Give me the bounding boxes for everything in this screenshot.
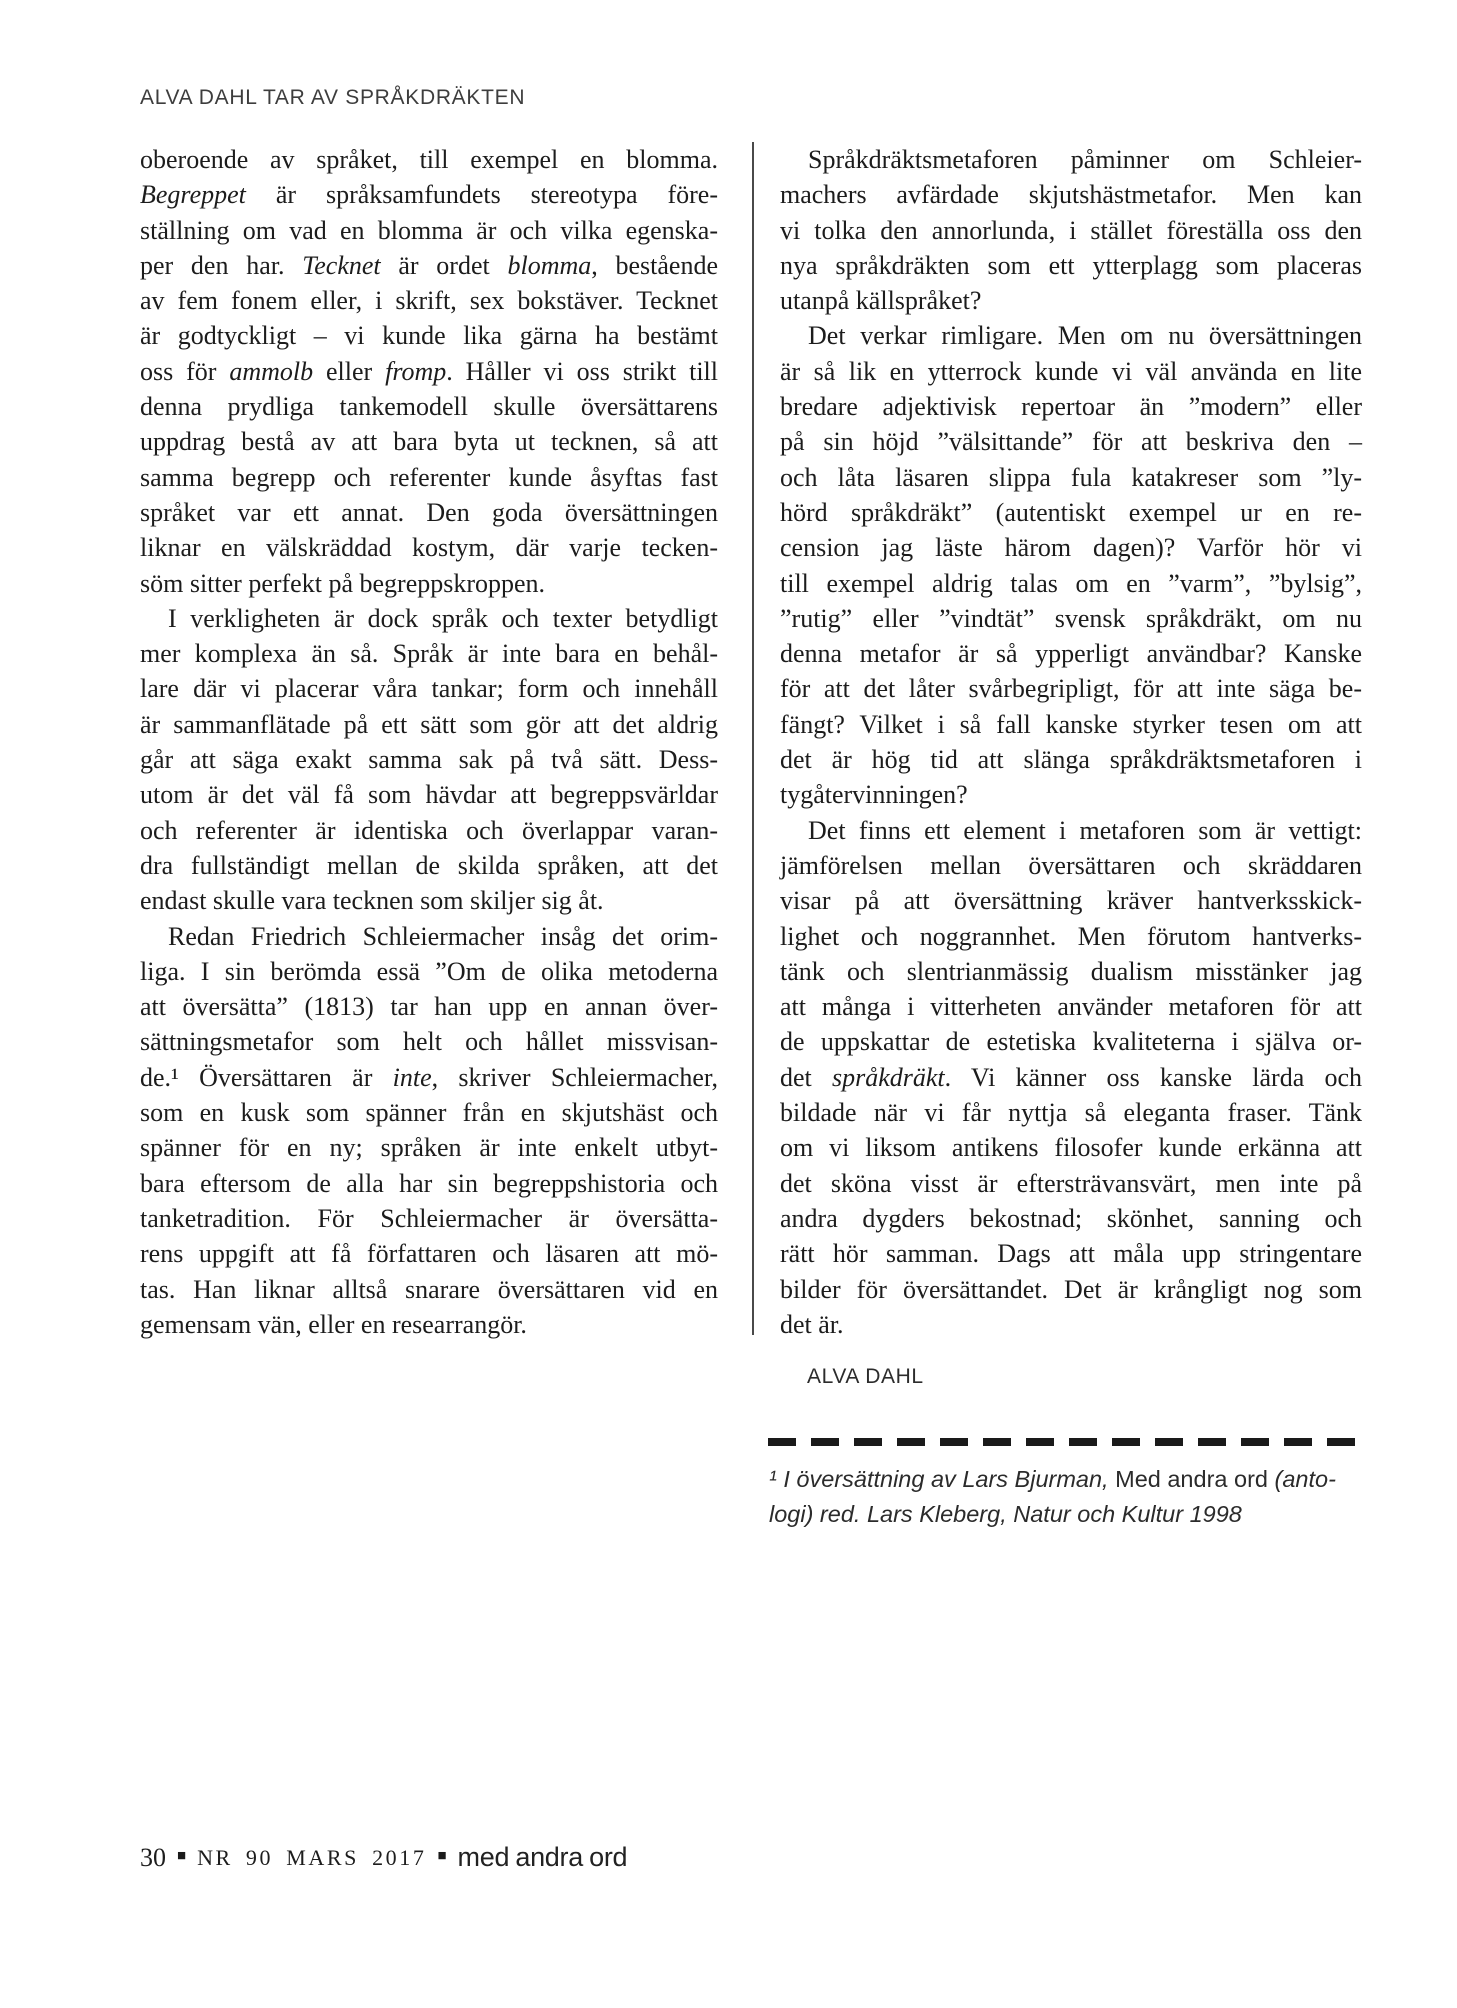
text-line: Det verkar rimligare. Men om nu översättningen [808, 321, 1362, 351]
footnote-line: logi) red. Lars Kleberg, Natur och Kultur 1998 [769, 1501, 1242, 1527]
left-column [140, 142, 718, 1342]
page-number: 30 [140, 1842, 166, 1872]
footnote [769, 1462, 1409, 1532]
text-line: visar på att översättning kräver hantverksskick- [780, 886, 1362, 916]
text-line: Språkdräktsmetaforen påminner om Schleier- [808, 145, 1362, 174]
text-line: som en kusk som spänner från en skjutshäst och [140, 1098, 718, 1128]
text-line: Begreppet är språksamfundets stereotypa före- [140, 180, 718, 210]
text-line: ”rutig” eller ”vindtät” svensk språkdräkt, om nu [780, 603, 1362, 633]
text-line: de uppskattar de estetiska kvaliteterna i själva or- [780, 1027, 1362, 1057]
text-line: samma begrepp och referenter kunde åsyftas fast [140, 462, 718, 492]
article-body [140, 142, 1362, 1394]
article-kicker: ALVA DAHL TAR AV SPRÅKDRÄKTEN [140, 86, 526, 109]
text-line: bildade när vi får nyttja så eleganta fraser. Tänk [780, 1098, 1362, 1128]
text-line: går att säga exakt samma sak på två sätt. Dess- [140, 745, 718, 775]
text-line: tas. Han liknar alltså snarare översättaren vid en [140, 1274, 718, 1304]
text-line: tygåtervinningen? [780, 780, 968, 810]
text-line: bilder för översättandet. Det är krångligt nog som [780, 1274, 1362, 1304]
text-line: nya språkdräkten som ett ytterplagg som placeras [780, 250, 1362, 280]
text-line: av fem fonem eller, i skrift, sex bokstäver. Tecknet [140, 286, 718, 316]
text-line: oberoende av språket, till exempel en blomma. [140, 145, 718, 174]
square-bullet-icon: ■ [437, 1848, 447, 1864]
square-bullet-icon: ■ [177, 1848, 187, 1864]
text-line: tänk och slentrianmässig dualism misstänker jag [780, 956, 1362, 986]
text-line: på sin höjd ”välsittande” för att beskriva den – [780, 427, 1362, 457]
footnote-separator-dashed-rule [768, 1438, 1362, 1446]
text-line: mer komplexa än så. Språk är inte bara en behål- [140, 639, 718, 669]
text-line: gemensam vän, eller en researrangör. [140, 1309, 527, 1339]
text-line: tanketradition. För Schleiermacher är översätta- [140, 1203, 718, 1233]
text-line: om vi liksom antikens filosofer kunde erkänna att [780, 1133, 1362, 1163]
text-line: språket var ett annat. Den goda översättningen [140, 497, 718, 527]
text-line: utanpå källspråket? [780, 286, 982, 316]
text-line: cension jag läste härom dagen)? Varför hör vi [780, 533, 1362, 563]
text-line: Det finns ett element i metaforen som är vettigt: [808, 815, 1362, 845]
text-line: de.¹ Översättaren är inte, skriver Schleiermacher, [140, 1062, 718, 1092]
text-line: är så lik en ytterrock kunde vi väl använda en lite [780, 356, 1362, 386]
issue-label: NR 90 MARS 2017 [197, 1844, 427, 1870]
text-line: rätt hör samman. Dags att måla upp stringentare [780, 1239, 1362, 1269]
text-line: machers avfärdade skjutshästmetafor. Men kan [780, 180, 1362, 210]
text-line: liknar en välskräddad kostym, där varje tecken- [140, 533, 718, 563]
text-line: det är. [780, 1309, 844, 1339]
text-line: denna metafor är så ypperligt användbar? Kanske [780, 639, 1362, 669]
text-line: spänner för en ny; språken är inte enkelt utbyt- [140, 1133, 718, 1163]
text-line: och referenter är identiska och överlappar varan- [140, 815, 718, 845]
text-line: utom är det väl få som hävdar att begreppsvärldar [140, 780, 718, 810]
text-line: I verkligheten är dock språk och texter betydligt [168, 603, 718, 633]
text-line: det är hög tid att slänga språkdräktsmetaforen i [780, 745, 1362, 775]
text-line: söm sitter perfekt på begreppskroppen. [140, 568, 546, 598]
text-line: jämförelsen mellan översättaren och skräddaren [780, 850, 1362, 880]
text-line: för att det låter svårbegripligt, för att inte säga be- [780, 674, 1362, 704]
text-line: fängt? Vilket i så fall kanske styrker tesen om att [780, 709, 1362, 739]
text-line: lare där vi placerar våra tankar; form och innehåll [140, 674, 718, 704]
footnote-line: ¹ I översättning av Lars Bjurman, Med andra ord (anto- [769, 1466, 1336, 1492]
text-line: vi tolka den annorlunda, i stället föreställa oss den [780, 215, 1362, 245]
text-line: ställning om vad en blomma är och vilka egenska- [140, 215, 718, 245]
text-line: oss för ammolb eller fromp. Håller vi oss strikt till [140, 356, 718, 386]
text-line: liga. I sin berömda essä ”Om de olika metoderna [140, 956, 718, 986]
text-line: är godtyckligt – vi kunde lika gärna ha bestämt [140, 321, 718, 351]
page-footer [140, 1844, 627, 1871]
magazine-name: med andra ord [457, 1842, 628, 1872]
text-line: bredare adjektivisk repertoar än ”modern” eller [780, 392, 1362, 422]
text-line: per den har. Tecknet är ordet blomma, bestående [140, 250, 718, 280]
text-line: bara eftersom de alla har sin begreppshistoria och [140, 1168, 718, 1198]
column-divider-line [752, 142, 754, 1335]
text-line: det sköna visst är eftersträvansvärt, men inte på [780, 1168, 1362, 1198]
text-line: det språkdräkt. Vi känner oss kanske lärda och [780, 1062, 1362, 1092]
text-line: uppdrag bestå av att bara byta ut tecknen, så att [140, 427, 718, 457]
text-line: Redan Friedrich Schleiermacher insåg det orim- [168, 921, 718, 951]
text-line: till exempel aldrig talas om en ”varm”, ”bylsig”, [780, 568, 1362, 598]
text-line: lighet och noggrannhet. Men förutom hantverks- [780, 921, 1362, 951]
text-line: rens uppgift att få författaren och läsaren att mö- [140, 1239, 718, 1269]
text-line: denna prydliga tankemodell skulle översättarens [140, 392, 718, 422]
text-line: sättningsmetafor som helt och hållet missvisan- [140, 1027, 718, 1057]
byline-author: ALVA DAHL [807, 1365, 924, 1389]
text-line: att många i vitterheten använder metaforen för att [780, 992, 1362, 1022]
text-line: andra dygders bekostnad; skönhet, sanning och [780, 1203, 1362, 1233]
text-line: dra fullständigt mellan de skilda språken, att det [140, 850, 718, 880]
right-column [780, 142, 1362, 1394]
text-line: och låta läsaren slippa fula katakreser som ”ly- [780, 462, 1362, 492]
text-line: är sammanflätade på ett sätt som gör att det aldrig [140, 709, 718, 739]
text-line: att översätta” (1813) tar han upp en annan över- [140, 992, 718, 1022]
text-line: endast skulle vara tecknen som skiljer sig åt. [140, 886, 604, 916]
text-line: hörd språkdräkt” (autentiskt exempel ur en re- [780, 497, 1362, 527]
